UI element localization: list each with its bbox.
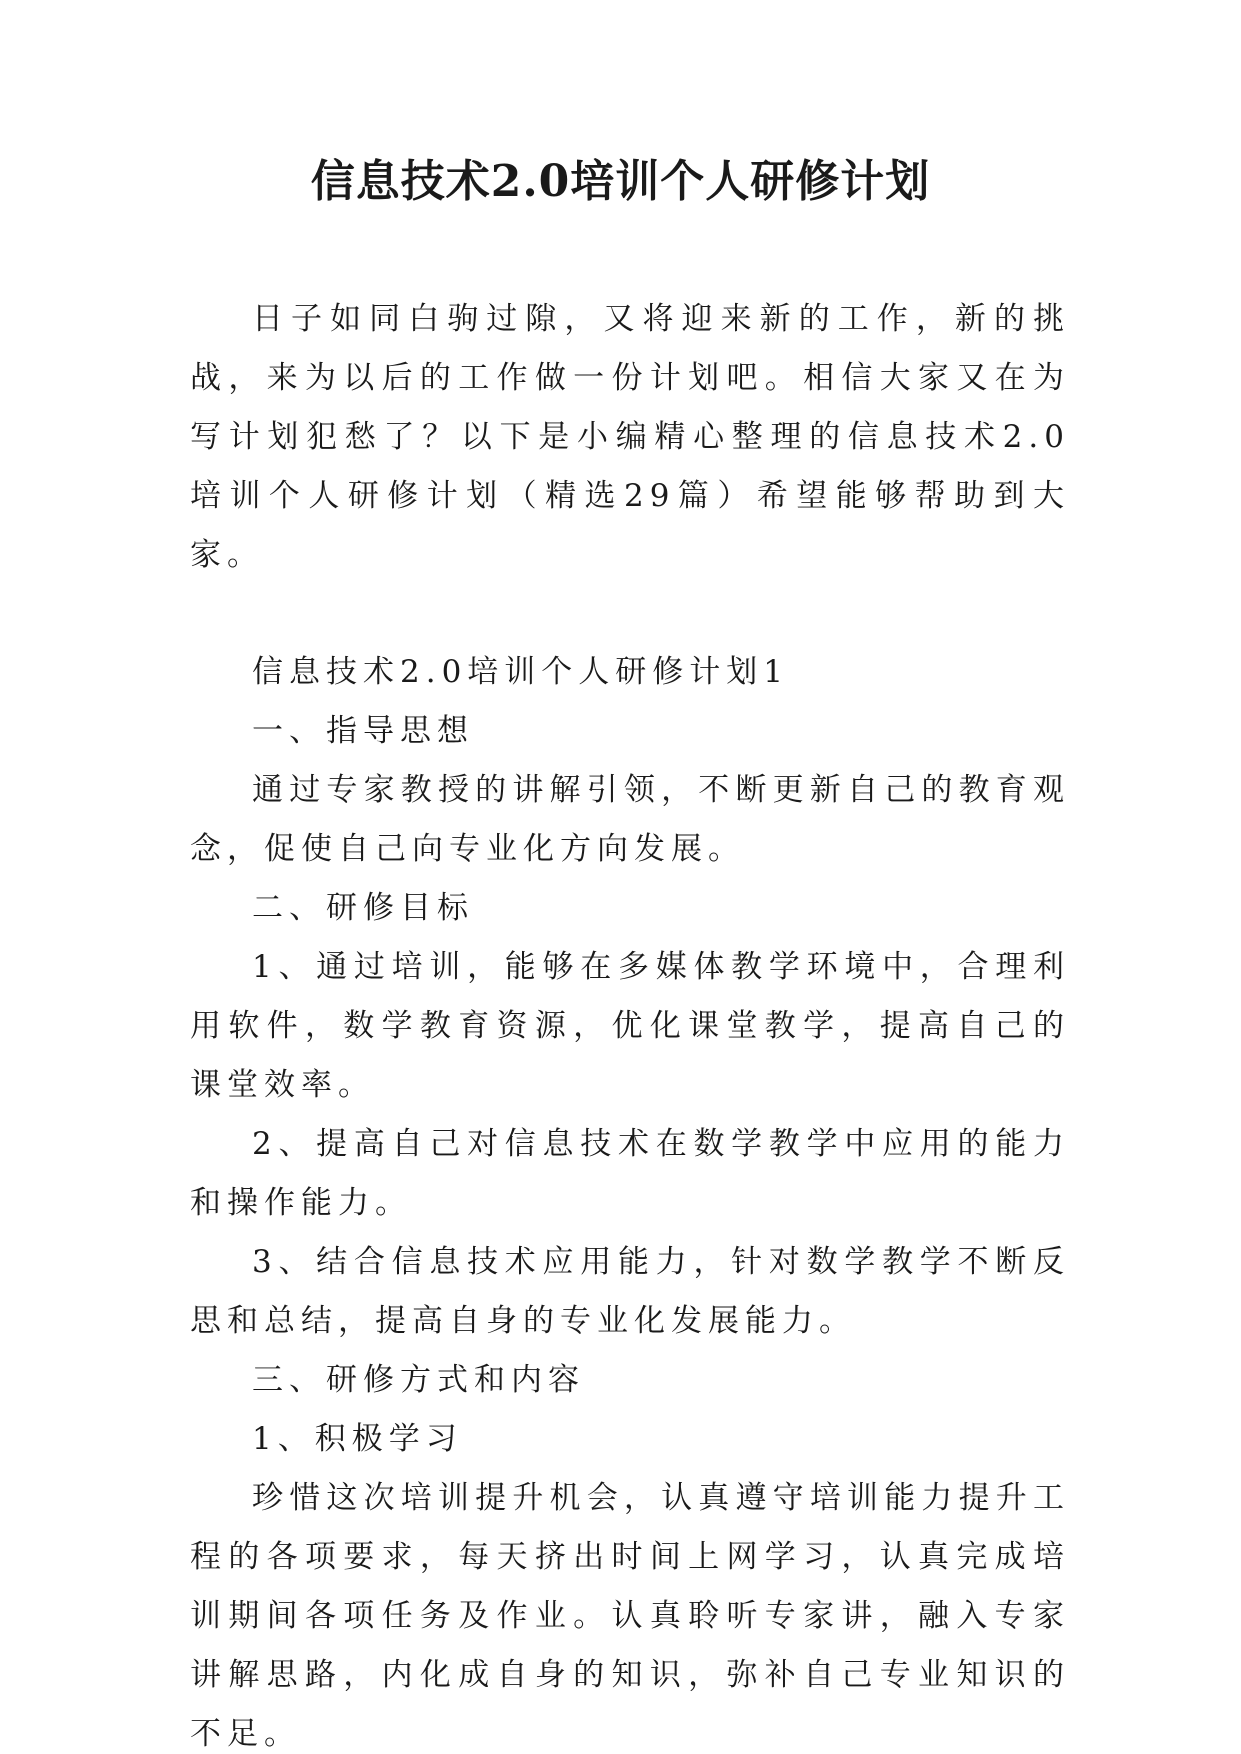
- subheading-active-learning: 1、积极学习: [252, 1421, 463, 1457]
- document-title: 信息技术2.0培训个人研修计划: [310, 156, 931, 207]
- paragraph-guiding-thought: 通过专家教授的讲解引领，不断更新自己的教育观念，促使自己向专业化方向发展。: [190, 772, 1070, 867]
- paragraph-active-learning: 珍惜这次培训提升机会，认真遵守培训能力提升工程的各项要求，每天挤出时间上网学习，认真完成培训期间各项任务及作业。认真聆听专家讲，融入专家讲解思路，内化成自身的知识，弥补自己专业知识的不足。: [190, 1480, 1070, 1752]
- heading-methods: 三、研修方式和内容: [252, 1362, 585, 1398]
- intro-paragraph: 日子如同白驹过隙，又将迎来新的工作，新的挑战，来为以后的工作做一份计划吧。相信大家又在为写计划犯愁了？以下是小编精心整理的信息技术2.0培训个人研修计划（精选29篇）希望能够帮助到大家。: [190, 301, 1070, 573]
- section-title: 信息技术2.0培训个人研修计划1: [252, 654, 790, 690]
- goal-item-2: 2、提高自己对信息技术在数学教学中应用的能力和操作能力。: [190, 1126, 1070, 1221]
- goal-item-1: 1、通过培训，能够在多媒体教学环境中，合理利用软件，数学教育资源，优化课堂教学，提高自己的课堂效率。: [190, 949, 1070, 1103]
- heading-guiding-thought: 一、指导思想: [252, 713, 474, 749]
- document-body: [190, 290, 1070, 1754]
- goal-item-3: 3、结合信息技术应用能力，针对数学教学不断反思和总结，提高自身的专业化发展能力。: [190, 1244, 1070, 1339]
- heading-goals: 二、研修目标: [252, 890, 474, 926]
